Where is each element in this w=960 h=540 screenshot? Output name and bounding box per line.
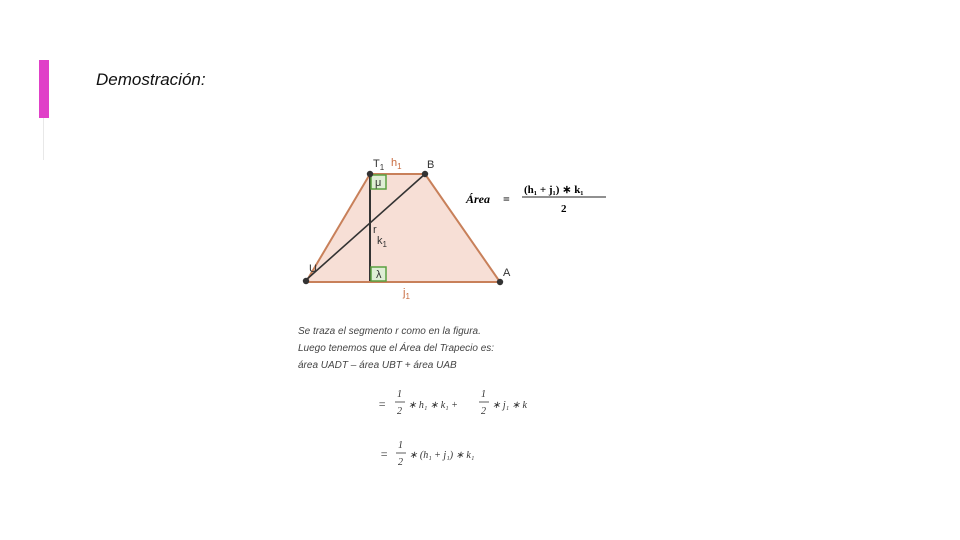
explanation-line-2: Luego tenemos que el Área del Trapecio es: [298, 343, 495, 354]
point-A [497, 279, 503, 285]
point-T1 [367, 171, 373, 177]
eq1-term1: ∗ h₁ ∗ k₁ + [408, 400, 458, 411]
slide-title: Demostración: [96, 70, 206, 89]
label-r: r [373, 224, 377, 236]
label-k1: $k_1$ [377, 235, 387, 249]
label-A: A [503, 267, 511, 279]
label-h1: $h_1$ [391, 157, 402, 171]
formula-denominator: 2 [561, 203, 567, 215]
trapezoid-shape [306, 174, 500, 282]
eq2-frac-num: 1 [398, 440, 403, 451]
explanation-text [298, 323, 558, 374]
formula-numerator: (h₁ + j₁) ∗ k₁ [524, 184, 584, 196]
explanation-line-3: área UADT – área UBT + área UAB [298, 360, 457, 371]
eq2-frac-den: 2 [398, 457, 403, 468]
formula-lhs: Área [466, 192, 490, 206]
eq1-frac1-den: 2 [397, 406, 402, 417]
eq2-term: ∗ (h₁ + j₁) ∗ k₁ [409, 450, 475, 461]
label-j1: $j_1$ [403, 287, 410, 301]
eq1-term2: ∗ j₁ ∗ k [492, 400, 527, 411]
eq1-equals: = [378, 397, 387, 411]
label-mu: μ [375, 177, 382, 189]
formula-eq: = [503, 192, 510, 206]
label-lambda: λ [376, 269, 382, 281]
point-B [422, 171, 428, 177]
eq1-frac1-num: 1 [397, 389, 402, 400]
label-B: B [427, 159, 435, 171]
eq2-equals: = [380, 447, 389, 461]
label-U: U [309, 263, 317, 275]
eq1-frac2-den: 2 [481, 406, 486, 417]
eq1-frac2-num: 1 [481, 389, 486, 400]
point-U [303, 278, 309, 284]
explanation-line-1: Se traza el segmento r como en la figura. [298, 326, 481, 337]
label-T1: $T_1$ [373, 158, 385, 172]
